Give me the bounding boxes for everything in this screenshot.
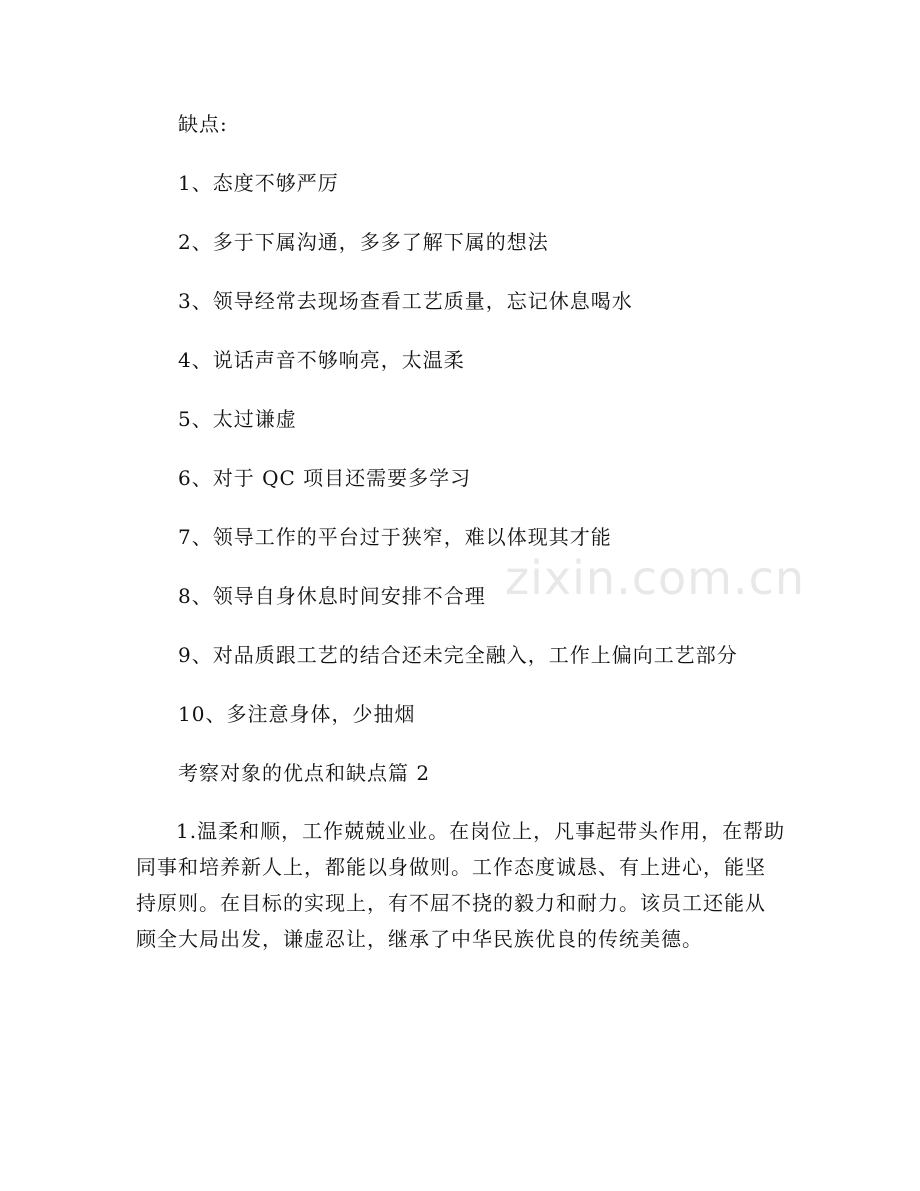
weakness-item-8: 8、领导自身休息时间安排不合理 — [178, 584, 486, 608]
weakness-item-3: 3、领导经常去现场查看工艺质量，忘记休息喝水 — [178, 289, 633, 313]
section-title: 考察对象的优点和缺点篇 2 — [178, 761, 431, 785]
weakness-item-10: 10、多注意身体，少抽烟 — [178, 702, 416, 726]
weakness-item-5: 5、太过谦虚 — [178, 407, 297, 431]
weakness-item-1: 1、态度不够严厉 — [178, 171, 339, 195]
weaknesses-heading: 缺点: — [178, 112, 228, 136]
weakness-item-6: 6、对于 QC 项目还需要多学习 — [178, 466, 472, 490]
weakness-item-7: 7、领导工作的平台过于狭窄，难以体现其才能 — [178, 525, 612, 549]
watermark: zixin.com.cn — [505, 551, 806, 605]
body-paragraph: 1.温柔和顺，工作兢兢业业。在岗位上，凡事起带头作用，在帮助同事和培养新人上，都能以身做则。工作态度诚恳、有上进心，能坚持原则。在目标的实现上，有不屈不挠的毅力和耐力。该员工还能从顾全大局出发，谦虚忍让，继承了中华民族优良的传统美德。 — [136, 819, 786, 951]
weakness-item-9: 9、对品质跟工艺的结合还未完全融入，工作上偏向工艺部分 — [178, 643, 738, 667]
weakness-item-2: 2、多于下属沟通，多多了解下属的想法 — [178, 230, 549, 254]
weakness-item-4: 4、说话声音不够响亮，太温柔 — [178, 348, 465, 372]
